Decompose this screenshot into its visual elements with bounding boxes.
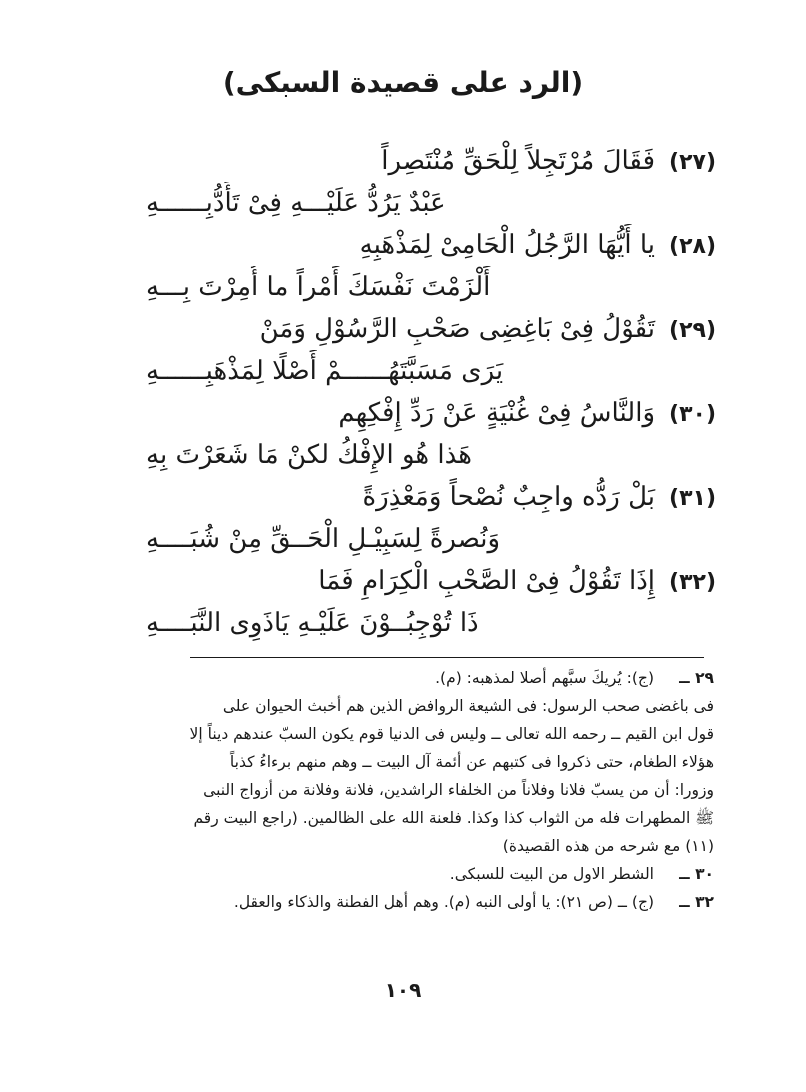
- verse-second-hemistich: هَذا هُو الإِفْكُ لكنْ مَا شَعَرْتَ بِهِ: [146, 440, 472, 470]
- verse-first-hemistich: [146, 140, 716, 182]
- poem: [146, 140, 716, 644]
- verse-text: إِذَا تَقُوْلُ فِىْ الصَّحْبِ الْكِرَامِ فَمَا: [318, 566, 656, 596]
- verse-28: [146, 224, 716, 308]
- verse-29: [146, 308, 716, 392]
- verse-32: [146, 560, 716, 644]
- footnote-body: [102, 860, 654, 888]
- verse-number: (٢٩): [669, 318, 716, 343]
- footnote-29: [102, 664, 714, 860]
- footnote-line: فى باغضى صحب الرسول: فى الشيعة الروافض الذين هم أخبث الحيوان على: [222, 697, 714, 715]
- verse-text: فَقَالَ مُرْتَجِلاً لِلْحَقِّ مُنْتَصِراً: [381, 146, 656, 176]
- verse-number: (٣١): [669, 486, 716, 511]
- footnote-32: [102, 888, 714, 916]
- verse-text: بَلْ رَدُّه واجِبٌ نُصْحاً وَمَعْذِرَةً: [362, 482, 656, 512]
- verse-second-hemistich: ذَا تُوْجِبُــوْنَ عَلَيْـهِ يَاذَوِى النَّبَــــهِ: [146, 608, 479, 638]
- page-title: (الرد على قصيدة السبكى): [222, 66, 584, 99]
- footnote-number: ٢٩ ــ: [679, 669, 714, 687]
- footnote-body: [102, 888, 654, 916]
- footnote-line: الشطر الاول من البيت للسبكى.: [449, 865, 654, 883]
- verse-second-hemistich: يَرَى مَسَبَّتَهُــــــمْ أَصْلًا لِمَذْهَبِــــــهِ: [146, 356, 504, 386]
- verse-text: يا أَيُّهَا الرَّجُلُ الْحَامِىْ لِمَذْهَبِهِ: [359, 230, 656, 260]
- footnote-line: ﷺ المطهرات فله من الثواب كذا وكذا. فلعنة الله على الظالمين. (راجع البيت رقم: [193, 809, 714, 827]
- footnote-30: [102, 860, 714, 888]
- verse-number: (٢٧): [669, 150, 716, 175]
- footnote-number: ٣٢ ــ: [679, 893, 714, 911]
- verse-30: [146, 392, 716, 476]
- verse-27: [146, 140, 716, 224]
- footnote-divider: [190, 657, 704, 658]
- page-number: ١٠٩: [384, 978, 422, 1002]
- verse-number: (٣٢): [669, 570, 716, 595]
- verse-second-hemistich: وَنُصرةً لِسَبِيْـلِ الْحَــقِّ مِنْ شُبَــــهِ: [146, 524, 501, 554]
- footnote-number: ٣٠ ــ: [679, 865, 714, 883]
- verse-text: تَقُوْلُ فِىْ بَاغِضِى صَحْبِ الرَّسُوْلِ وَمَنْ: [259, 314, 656, 344]
- footnote-line: هؤلاء الطغام، حتى ذكروا فى كتبهم عن أئمة آل البيت ــ وهم منهم برءاءُ كذباً: [229, 753, 714, 771]
- footnote-line: (ج) ــ (ص ٢١): يا أولى النبه (م). وهم أهل الفطنة والذكاء والعقل.: [233, 893, 654, 911]
- footnote-line: وزورا: أن من يسبّ فلانا وفلاناً من الخلفاء الراشدين، فلانة وفلانة من أزواج النبى: [203, 781, 714, 799]
- verse-number: (٢٨): [669, 234, 716, 259]
- verse-number: (٣٠): [669, 402, 716, 427]
- verse-first-hemistich: [146, 308, 716, 350]
- verse-first-hemistich: [146, 224, 716, 266]
- verse-second-hemistich: عَبْدٌ يَرُدُّ عَلَيْـــهِ فِىْ تَأَدُّبِــــــهِ: [146, 188, 446, 218]
- footnote-line: قول ابن القيم ــ رحمه الله تعالى ــ وليس فى الدنيا قوم يكون السبّ عندهم ديناً إلا: [189, 725, 714, 743]
- footnote-line: (١١) مع شرحه من هذه القصيدة): [502, 837, 714, 855]
- verse-first-hemistich: [146, 392, 716, 434]
- verse-31: [146, 476, 716, 560]
- verse-second-hemistich: أَلْزَمْتَ نَفْسَكَ أَمْراً ما أُمِرْتَ بِـــهِ: [146, 272, 491, 302]
- verse-first-hemistich: [146, 560, 716, 602]
- verse-first-hemistich: [146, 476, 716, 518]
- footnote-line: (ج): يُريكَ سبَّهم أصلا لمذهبه: (م).: [435, 669, 654, 687]
- verse-text: وَالنَّاسُ فِىْ غُنْيَةٍ عَنْ رَدِّ إِفْكِهِم: [338, 398, 656, 428]
- footnotes: [102, 664, 714, 916]
